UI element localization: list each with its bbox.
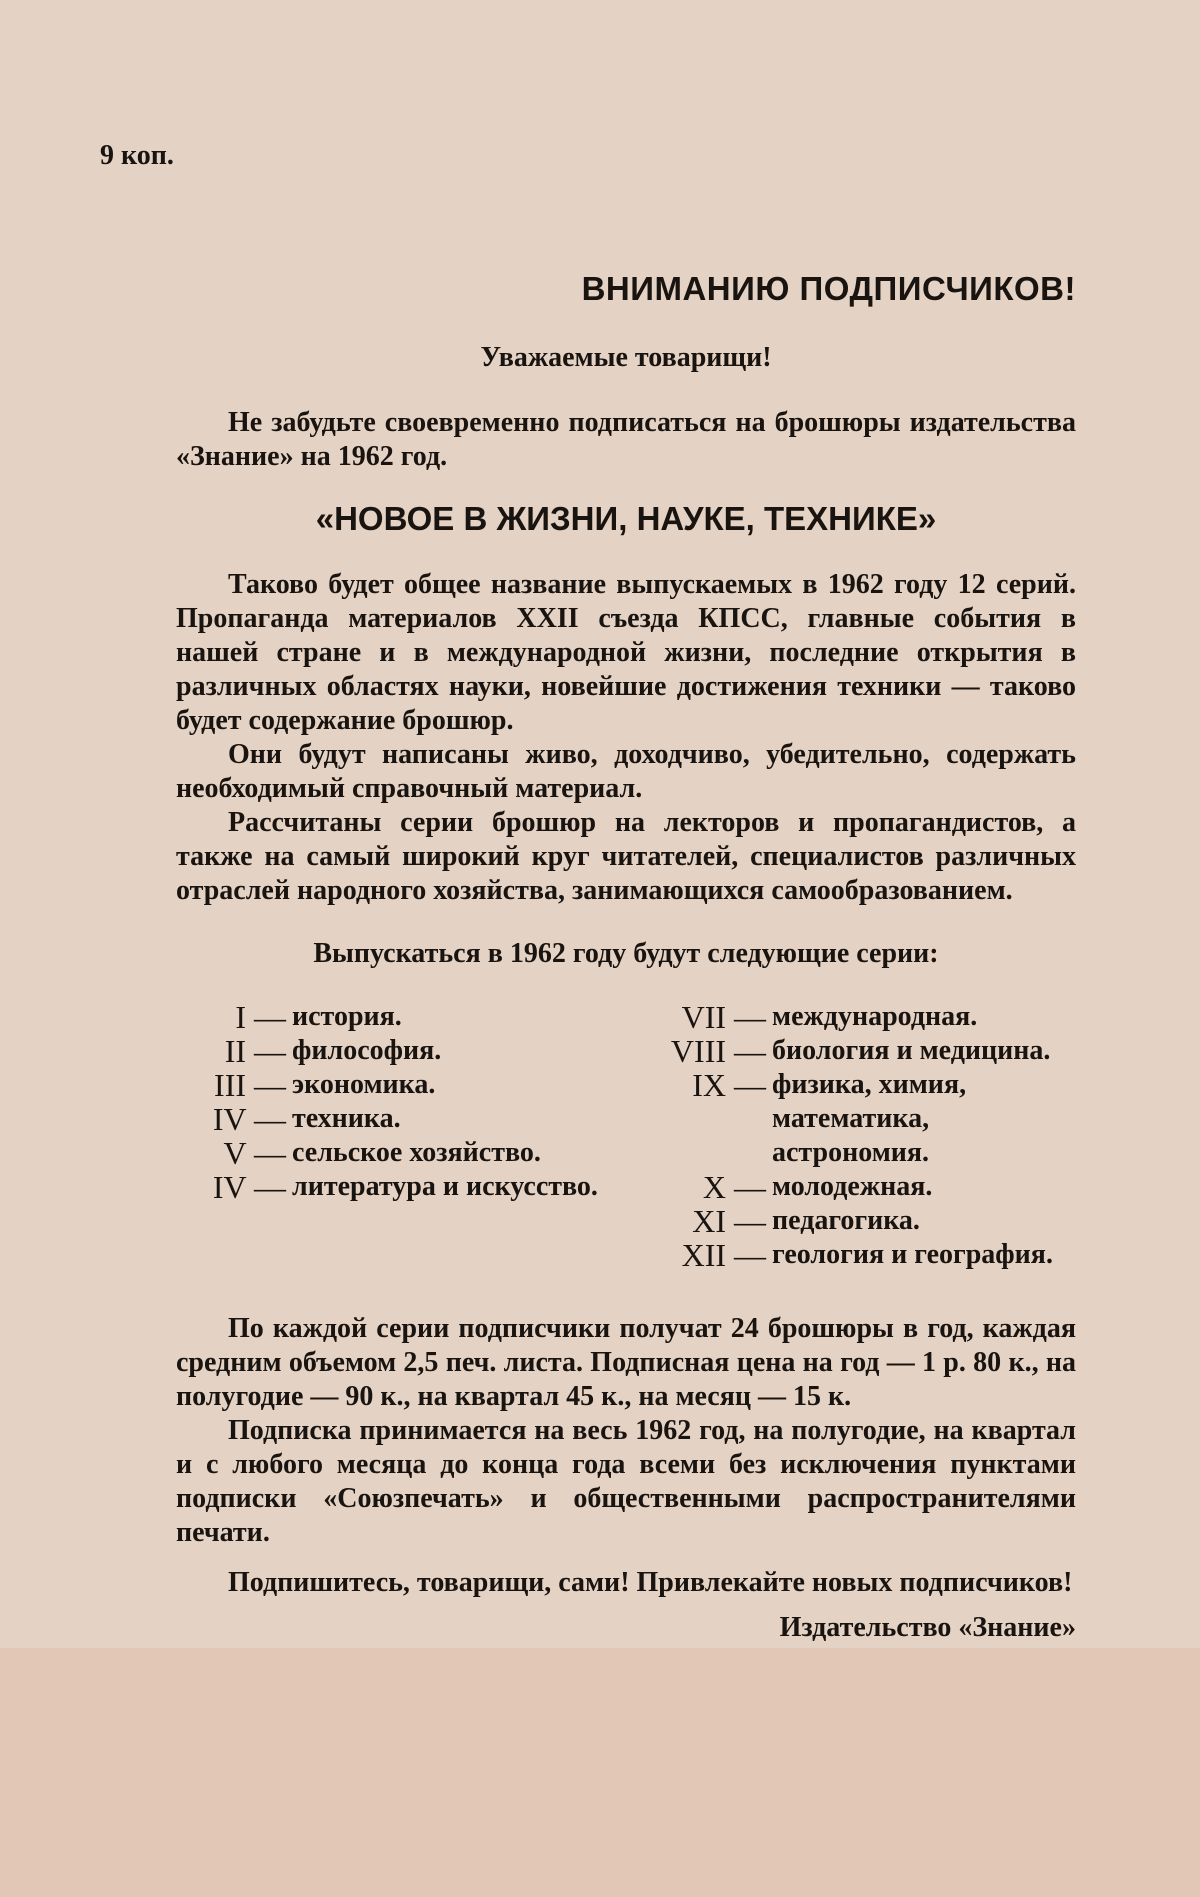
series-name: педагогика. [772,1205,920,1236]
list-item [646,1068,1076,1170]
list-item [646,1238,1076,1272]
subscription-terms-paragraph: Подписка принимается на весь 1962 год, на полугодие, на квартал и с любого месяца до конца года всеми без исключения пунктами подписки «Союзпечать» и общественными распространителями печати. [176,1415,1076,1548]
list-item [176,1170,606,1204]
series-name: сельское хозяйство. [292,1137,541,1168]
series-name: экономика. [292,1069,436,1100]
series-list [176,1000,1076,1272]
salutation: Уважаемые товарищи! [480,342,772,373]
list-item [646,1000,1076,1034]
series-column-right [646,1000,1076,1272]
subscription-terms-paragraph: По каждой серии подписчики получат 24 брошюры в год, каждая средним объемом 2,5 печ. листа. Подписная цена на год — 1 р. 80 к., на полугодие — 90 к., на квартал 45 к., на месяц — 15 к. [176,1313,1076,1412]
series-number: VII — [681,999,766,1035]
intro-paragraph: Не забудьте своевременно подписаться на брошюры издательства «Знание» на 1962 год. [176,407,1076,472]
series-number: II — [224,1033,286,1069]
page-lower-tint [0,1648,1200,1897]
series-number: III — [214,1067,286,1103]
series-name: геология и география. [772,1239,1053,1270]
list-item [176,1000,606,1034]
series-name: физика, химия, математика, астрономия. [772,1069,967,1168]
series-number: IX — [692,1067,766,1103]
announcement [176,270,1076,1644]
list-item [176,1136,606,1170]
series-number: V — [223,1135,286,1171]
spacer [176,1550,1076,1566]
body-paragraph: Они будут написаны живо, доходчиво, убедительно, содержать необходимый справочный материал. [176,739,1076,804]
series-name: литература и искусство. [292,1171,598,1202]
body-paragraph: Таково будет общее название выпускаемых в 1962 году 12 серий. Пропаганда материалов XXII съезда КПСС, главные события в нашей стране и в международной жизни, последние открытия в различных областях науки, новейшие достижения техники — таково будет содержание брошюр. [176,569,1076,736]
body-paragraph: Рассчитаны серии брошюр на лекторов и пропагандистов, а также на самый широкий круг читателей, специалистов различных отраслей народного хозяйства, занимающихся самообразованием. [176,807,1076,906]
list-item [176,1102,606,1136]
appeal-paragraph: Подпишитесь, товарищи, сами! Привлекайте новых подписчиков! [228,1567,1073,1598]
series-number: XII — [681,1237,766,1273]
series-name: биология и медицина. [772,1035,1051,1066]
publisher-signature: Издательство «Знание» [779,1612,1076,1643]
series-name: молодежная. [772,1171,933,1202]
series-number: IV — [212,1169,286,1205]
series-name: техника. [292,1103,401,1134]
series-name: международная. [772,1001,978,1032]
price-label: 9 коп. [100,140,174,171]
series-number: X — [702,1169,766,1205]
series-subheading: Выпускаться в 1962 году будут следующие серии: [313,938,939,969]
list-item [646,1034,1076,1068]
list-item [176,1034,606,1068]
list-item [646,1204,1076,1238]
list-item [176,1068,606,1102]
list-item [646,1170,1076,1204]
series-number: VIII — [670,1033,766,1069]
series-title: «НОВОЕ В ЖИЗНИ, НАУКЕ, ТЕХНИКЕ» [315,500,937,537]
series-column-left [176,1000,606,1272]
series-name: философия. [292,1035,442,1066]
series-name: история. [292,1001,402,1032]
series-number: IV — [212,1101,286,1137]
series-number: I — [235,999,286,1035]
page-title: ВНИМАНИЮ ПОДПИСЧИКОВ! [581,270,1076,307]
series-number: XI — [692,1203,766,1239]
